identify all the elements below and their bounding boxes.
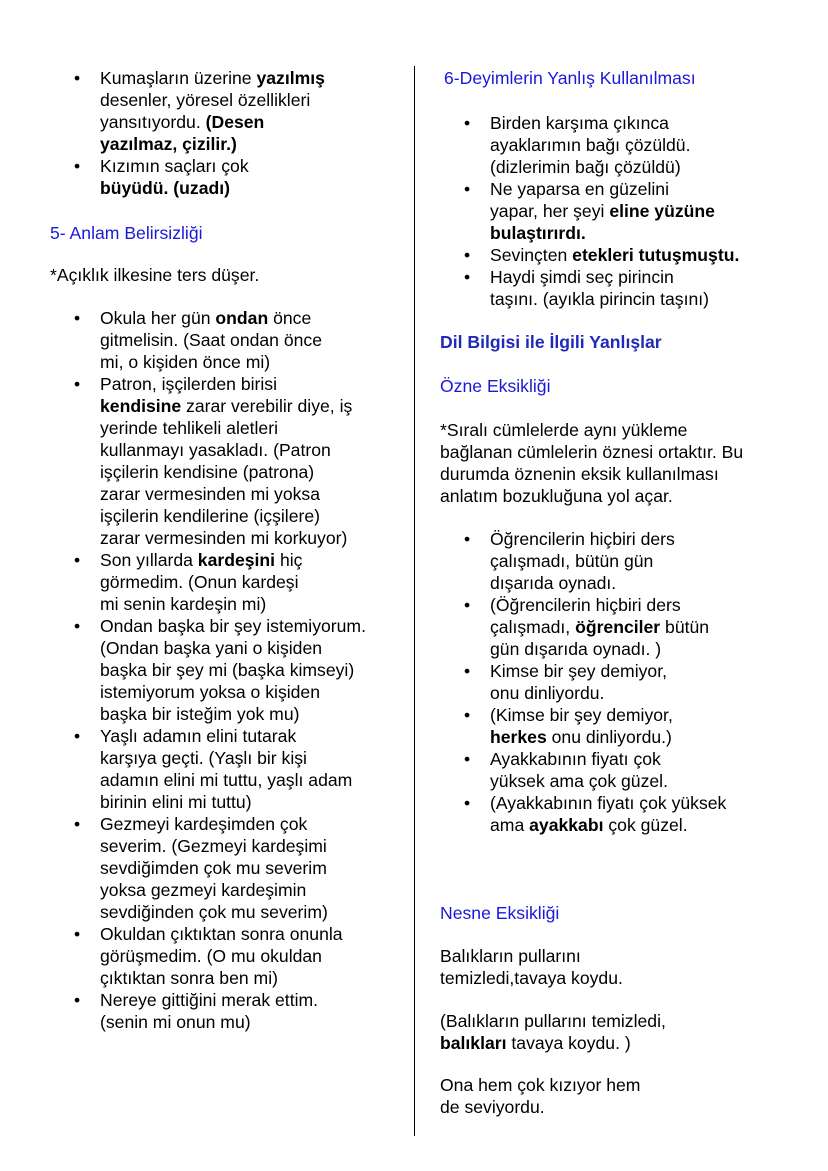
section6-list-item-line: ayaklarımın bağı çözüldü. [490, 135, 691, 155]
section5-list-bullet: • [74, 616, 81, 636]
object-paragraph-line: Ona hem çok kızıyor hem [440, 1075, 641, 1095]
section5-list-item-line: görüşmedim. (O mu okuldan [100, 946, 322, 966]
section5-list-bullet: • [74, 308, 81, 328]
object-paragraph-line: de seviyordu. [440, 1097, 545, 1117]
section5-list-item-line: Yaşlı adamın elini tutarak [100, 726, 297, 746]
subject-list-bullet: • [464, 749, 471, 769]
section5-list-item-line: istemiyorum yoksa o kişiden [100, 682, 320, 702]
object-heading: Nesne Eksikliği [440, 903, 560, 923]
section6-list-bullet: • [464, 179, 471, 199]
section6-list-item-line: Haydi şimdi seç pirincin [490, 267, 674, 287]
subject-list-item-line: dışarıda oynadı. [490, 573, 617, 593]
subject-list-bullet: • [464, 595, 471, 615]
section6-list-item-line: taşını. (ayıkla pirincin taşını) [490, 289, 710, 309]
section5-list-bullet: • [74, 726, 81, 746]
intro-list-item-line: yansıtıyordu. (Desen [100, 112, 265, 132]
section6-list-item-line: Birden karşıma çıkınca [490, 113, 669, 133]
section5-list-item-line: Nereye gittiğini merak ettim. [100, 990, 319, 1010]
section6-list-item-line: Ne yaparsa en güzelini [490, 179, 669, 199]
subject-list-item-line: herkes onu dinliyordu.) [490, 727, 672, 747]
section5-list-item-line: görmedim. (Onun kardeşi [100, 572, 299, 592]
section6-list-item-line: (dizlerimin bağı çözüldü) [490, 157, 681, 177]
section5-list-bullet: • [74, 550, 81, 570]
subject-list-item-line: çalışmadı, öğrenciler bütün [490, 617, 710, 637]
section5-list-item-line: sevdiğimden çok mu severim [100, 858, 327, 878]
section5-list-bullet: • [74, 814, 81, 834]
subject-note-line: anlatım bozukluğuna yol açar. [440, 486, 673, 506]
section5-list-item-line: adamın elini mi tuttu, yaşlı adam [100, 770, 353, 790]
section5-list-item-line: karşıya geçti. (Yaşlı bir kişi [100, 748, 307, 768]
subject-note-line: bağlanan cümlelerin öznesi ortaktır. Bu [440, 442, 744, 462]
section6-list-bullet: • [464, 113, 471, 133]
section5-list-item-line: Okuldan çıktıktan sonra onunla [100, 924, 343, 944]
subject-note-line: *Sıralı cümlelerde aynı yükleme [440, 420, 688, 440]
subject-list-item-line: çalışmadı, bütün gün [490, 551, 654, 571]
intro-list-item-line: Kızımın saçları çok [100, 156, 249, 176]
section5-list-item-line: Son yıllarda kardeşini hiç [100, 550, 303, 570]
section5-list-item-line: Ondan başka bir şey istemiyorum. [100, 616, 366, 636]
intro-list-item-line: yazılmaz, çizilir.) [100, 134, 237, 154]
section5-list-item-line: Okula her gün ondan önce [100, 308, 312, 328]
subject-list-item-line: Öğrencilerin hiçbiri ders [490, 529, 675, 549]
intro-list-item-line: Kumaşların üzerine yazılmış [100, 68, 325, 88]
intro-list-bullet: • [74, 156, 81, 176]
section5-list-item-line: birinin elini mi tuttu) [100, 792, 252, 812]
subject-list-bullet: • [464, 705, 471, 725]
subject-list-item-line: gün dışarıda oynadı. ) [490, 639, 662, 659]
object-paragraph-line: balıkları tavaya koydu. ) [440, 1033, 631, 1053]
section6-list-bullet: • [464, 267, 471, 287]
column-divider [414, 66, 415, 1136]
section5-list-item-line: başka bir isteğim yok mu) [100, 704, 300, 724]
subject-list-item-line: Kimse bir şey demiyor, [490, 661, 667, 681]
section5-list-item-line: zarar vermesinden mi yoksa [100, 484, 320, 504]
intro-list-item-line: büyüdü. (uzadı) [100, 178, 230, 198]
section5-list-item-line: sevdiğinden çok mu severim) [100, 902, 328, 922]
section6-list-item-line: bulaştırırdı. [490, 223, 586, 243]
section6-list-item-line: Sevinçten etekleri tutuşmuştu. [490, 245, 740, 265]
subject-note-line: durumda öznenin eksik kullanılması [440, 464, 719, 484]
section5-list-item-line: (Ondan başka yani o kişiden [100, 638, 323, 658]
section5-heading: 5- Anlam Belirsizliği [50, 223, 203, 243]
grammar-heading: Dil Bilgisi ile İlgili Yanlışlar [440, 332, 662, 352]
object-paragraph-line: (Balıkların pullarını temizledi, [440, 1011, 666, 1031]
section5-list-item-line: severim. (Gezmeyi kardeşimi [100, 836, 327, 856]
subject-list-item-line: ama ayakkabı çok güzel. [490, 815, 688, 835]
section6-list-bullet: • [464, 245, 471, 265]
section5-list-item-line: yerinde tehlikeli aletleri [100, 418, 278, 438]
section5-list-item-line: çıktıktan sonra ben mi) [100, 968, 278, 988]
subject-list-item-line: (Öğrencilerin hiçbiri ders [490, 595, 681, 615]
section5-list-item-line: kullanmayı yasakladı. (Patron [100, 440, 331, 460]
section5-list-item-line: Gezmeyi kardeşimden çok [100, 814, 308, 834]
section5-list-bullet: • [74, 374, 81, 394]
section5-list-item-line: işçilerin kendilerine (içşilere) [100, 506, 320, 526]
subject-list-item-line: onu dinliyordu. [490, 683, 605, 703]
subject-list-item-line: (Ayakkabının fiyatı çok yüksek [490, 793, 727, 813]
section5-list-item-line: başka bir şey mi (başka kimseyi) [100, 660, 355, 680]
object-paragraph-line: Balıkların pullarını [440, 946, 581, 966]
subject-list-bullet: • [464, 529, 471, 549]
section6-list-item-line: yapar, her şeyi eline yüzüne [490, 201, 715, 221]
subject-list-bullet: • [464, 661, 471, 681]
subject-heading: Özne Eksikliği [440, 376, 551, 396]
section5-list-item-line: kendisine zarar verebilir diye, iş [100, 396, 353, 416]
section5-list-item-line: zarar vermesinden mi korkuyor) [100, 528, 348, 548]
subject-list-item-line: Ayakkabının fiyatı çok [490, 749, 661, 769]
section5-list-item-line: mi senin kardeşin mi) [100, 594, 267, 614]
section5-list-item-line: yoksa gezmeyi kardeşimin [100, 880, 307, 900]
section5-list-bullet: • [74, 924, 81, 944]
section6-heading: 6-Deyimlerin Yanlış Kullanılması [444, 68, 696, 88]
section5-list-item-line: işçilerin kendisine (patrona) [100, 462, 315, 482]
subject-list-bullet: • [464, 793, 471, 813]
section5-list-item-line: mi, o kişiden önce mi) [100, 352, 271, 372]
intro-list-bullet: • [74, 68, 81, 88]
section5-note: *Açıklık ilkesine ters düşer. [50, 265, 260, 285]
intro-list-item-line: desenler, yöresel özellikleri [100, 90, 311, 110]
subject-list-item-line: (Kimse bir şey demiyor, [490, 705, 673, 725]
section5-list-bullet: • [74, 990, 81, 1010]
object-paragraph-line: temizledi,tavaya koydu. [440, 968, 623, 988]
section5-list-item-line: Patron, işçilerden birisi [100, 374, 277, 394]
section5-list-item-line: (senin mi onun mu) [100, 1012, 251, 1032]
subject-list-item-line: yüksek ama çok güzel. [490, 771, 668, 791]
section5-list-item-line: gitmelisin. (Saat ondan önce [100, 330, 323, 350]
